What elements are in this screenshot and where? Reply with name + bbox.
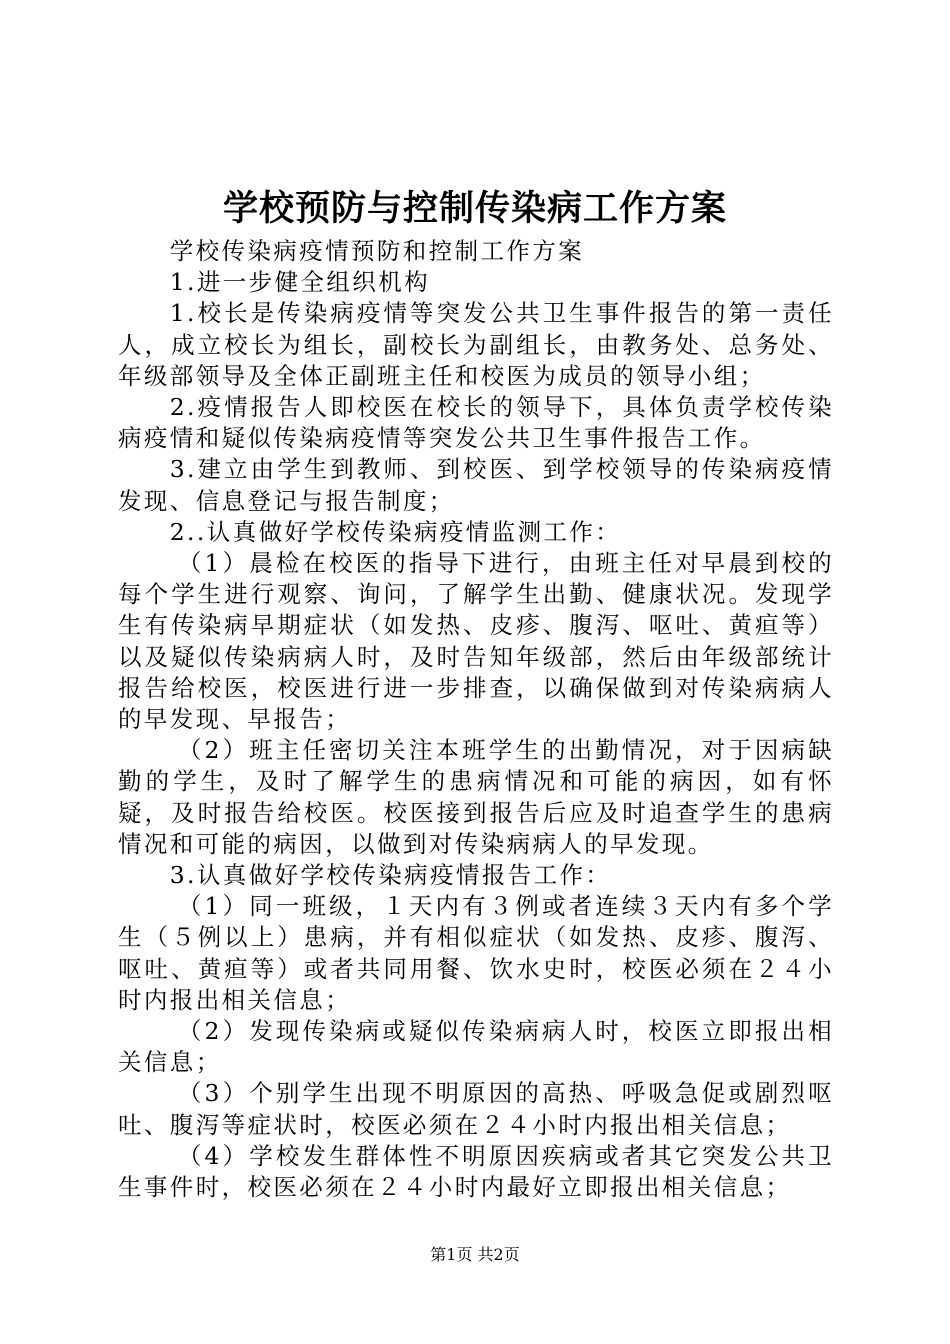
paragraph-item: （1）晨检在校医的指导下进行，由班主任对早晨到校的每个学生进行观察、询问，了解学生出勤、健康状况。发现学生有传染病早期症状（如发热、皮疹、腹泻、呕吐、黄疸等）以及疑似传染病病人时，及时告知年级部，然后由年级部统计报告给校医，校医进行进一步排查，以确保做到对传染病病人的早发现、早报告； bbox=[118, 549, 834, 734]
paragraph-item: （2）班主任密切关注本班学生的出勤情况，对于因病缺勤的学生，及时了解学生的患病情况和可能的病因，如有怀疑，及时报告给校医。校医接到报告后应及时追查学生的患病情况和可能的病因，以做到对传染病病人的早发现。 bbox=[118, 736, 834, 858]
page-number: 第1页 共2页 bbox=[430, 1245, 520, 1264]
paragraph-item: （1）同一班级，１天内有３例或者连续３天内有多个学生（５例以上）患病，并有相似症状（如发热、皮疹、腹泻、呕吐、黄疸等）或者共同用餐、饮水史时，校医必须在２４小时内报出相关信息； bbox=[118, 892, 834, 1014]
paragraph-section-3: 3.认真做好学校传染病疫情报告工作： bbox=[169, 861, 612, 890]
paragraph-section-2: 2..认真做好学校传染病疫情监测工作： bbox=[169, 517, 622, 546]
paragraph-item: 1.校长是传染病疫情等突发公共卫生事件报告的第一责任人，成立校长为组长，副校长为副组长，由教务处、总务处、年级部领导及全体正副班主任和校医为成员的领导小组； bbox=[118, 299, 834, 390]
paragraph-item: 2.疫情报告人即校医在校长的领导下，具体负责学校传染病疫情和疑似传染病疫情等突发公共卫生事件报告工作。 bbox=[118, 393, 834, 453]
paragraph-item: （2）发现传染病或疑似传染病病人时，校医立即报出相关信息； bbox=[118, 1017, 834, 1077]
paragraph-subtitle: 学校传染病疫情预防和控制工作方案 bbox=[169, 237, 585, 265]
paragraph-item: （4）学校发生群体性不明原因疾病或者其它突发公共卫生事件时，校医必须在２４小时内最好立即报出相关信息； bbox=[118, 1141, 834, 1202]
paragraph-item: 3.建立由学生到教师、到校医、到学校领导的传染病疫情发现、信息登记与报告制度； bbox=[118, 455, 834, 515]
document-title: 学校预防与控制传染病工作方案 bbox=[222, 188, 727, 229]
paragraph-item: （3）个别学生出现不明原因的高热、呼吸急促或剧烈呕吐、腹泻等症状时，校医必须在２４小时内报出相关信息； bbox=[118, 1079, 834, 1139]
document-body bbox=[118, 236, 834, 1203]
paragraph-section-1: 1.进一步健全组织机构 bbox=[169, 268, 431, 297]
